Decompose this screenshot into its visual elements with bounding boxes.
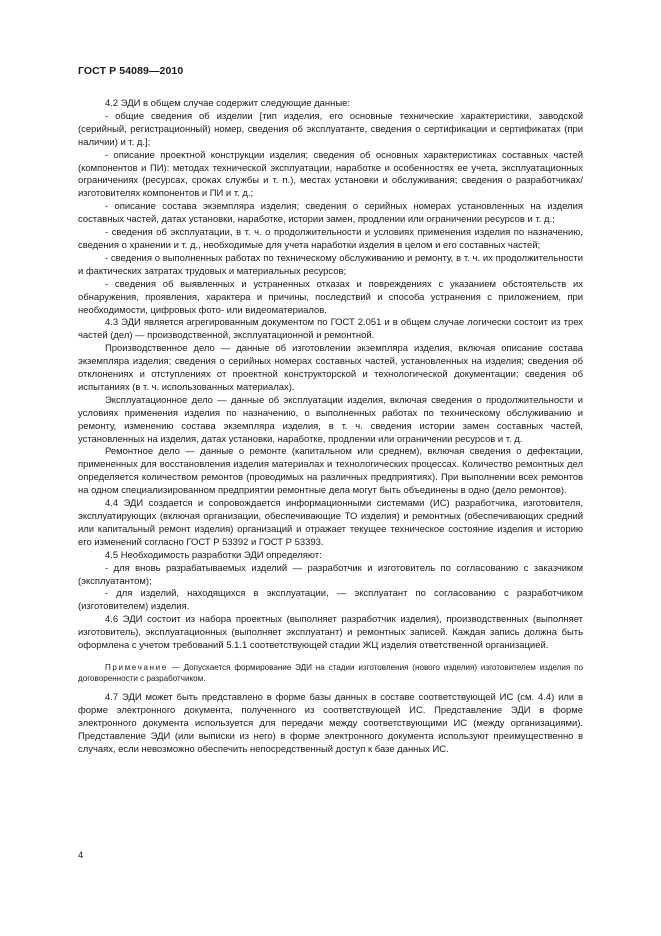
page-number: 4 xyxy=(78,850,84,861)
paragraph: 4.7 ЭДИ может быть представлено в форме базы данных в составе соответствующей ИС (см. 4.4) или в форме электронного документа, полученного из соответствующей ИС. Представление ЭДИ в форме электронного документа используется для передачи между соответствующими ИС (между организациями). Представление ЭДИ (или выписки из него) в форме электронного документа используют преимущественно в случаях, если невозможно обеспечить непосредственный доступ к базе данных ИС. xyxy=(78,692,583,755)
note-label: Примечание xyxy=(105,662,168,672)
paragraph: - для вновь разрабатываемых изделий — разработчик и изготовитель по согласованию с заказчиком (эксплуатантом); xyxy=(78,562,583,587)
paragraph: Производственное дело — данные об изготовлении экземпляра изделия, включая описание состава экземпляра изделия; сведения о серийных номерах составных частей, установленных на изделия; сведения об отклонениях и отступлениях от проектной конструкторской и технологической документации; сведения об испытаниях (в т. ч. использованных материалах). xyxy=(78,343,583,393)
paragraph: - сведения об выявленных и устраненных отказах и повреждениях с указанием обстоятельств их обнаружения, проявления, характера и причины, последствий и способа устранения с приложением, при необходимости, цифровых фото- или видеоматериалов. xyxy=(78,278,583,316)
paragraph: - описание состава экземпляра изделия; сведения о серийных номерах установленных на изделия составных частей, датах установки, наработке, истории замен, продлении или ограничении ресурсов и т. д.; xyxy=(78,201,583,226)
paragraph: 4.2 ЭДИ в общем случае содержит следующие данные: xyxy=(105,98,351,109)
paragraph: - общие сведения об изделии [тип изделия, его основные технические характеристики, заводской (серийный, регистрационный) номер, сведения об эксплуатанте, сведения о сертификации и сертификатах (при наличии) и т. д.]; xyxy=(78,110,583,148)
paragraph: 4.4 ЭДИ создается и сопровождается информационными системами (ИС) разработчика, изготовителя, эксплуатирующих (включая организации, обеспечивающие ТО изделия) и ремонтных (обеспечивающих средний или капитальный ремонт изделия) организаций и отражает текущее техническое состояние изделия и историю его изменений согласно ГОСТ Р 53392 и ГОСТ Р 53393. xyxy=(78,498,583,548)
paragraph: Ремонтное дело — данные о ремонте (капитальном или среднем), включая сведения о дефектации, примененных для восстановления изделия материалах и технологических процессах. Количество ремонтных дел определяется количеством ремонтов (проводимых на различных предприятиях). При выполнении всех ремонтов на одном специализированном предприятии ремонтные дела могут быть объединены в одно (дело ремонтов). xyxy=(78,446,583,497)
paragraph: - для изделий, находящихся в эксплуатации, — эксплуатант по согласованию с разработчиком (изготовителем) изделия. xyxy=(78,588,583,613)
paragraph: - сведения об эксплуатации, в т. ч. о продолжительности и условиях применения изделия по назначению, сведения о хранении и т. д., необходимые для учета наработки изделия в целом и его составных частей; xyxy=(78,227,583,251)
document-body xyxy=(78,98,583,757)
document-header: ГОСТ Р 54089—2010 xyxy=(78,65,184,77)
note xyxy=(78,662,583,684)
paragraph: 4.6 ЭДИ состоит из набора проектных (выполняет разработчик изделия), производственных (выполняет изготовитель), эксплуатационных (выполняет эксплуатант) и ремонтных записей. Каждая запись должна быть оформлена с учетом требований 5.1.1 соответствующей стадии ЖЦ изделия ответственной организацией. xyxy=(78,614,583,652)
paragraph: 4.3 ЭДИ является агрегированным документом по ГОСТ 2.051 и в общем случае логически состоит из трех частей (дел) — производственной, эксплуатационной и ремонтной. xyxy=(78,317,583,342)
paragraph: - описание проектной конструкции изделия; сведения об основных характеристиках составных частей (компонентов и ПИ): методах технической эксплуатации, наработке и особенностях ее учета, эксплуатационных ограничениях (ресурсах, сроках службы и т. п.), местах установки и обслуживания; сведения о разработчиках/изготовителях компонентов и ПИ и т. д.; xyxy=(78,149,583,200)
paragraph: - сведения о выполненных работах по техническому обслуживанию и ремонту, в т. ч. их продолжительности и фактических затратах трудовых и материальных ресурсов; xyxy=(78,252,583,277)
note-text: — Допускается формирование ЭДИ на стадии изготовления (нового изделия) изготовителем изделия по договоренности с разработчиком. xyxy=(78,662,583,684)
paragraph: 4.5 Необходимость разработки ЭДИ определяют: xyxy=(105,549,322,561)
paragraph: Эксплуатационное дело — данные об эксплуатации изделия, включая сведения о продолжительности и условиях применения изделия по назначению, о выполненных работах по техническому обслуживанию и ремонту, изменению состава экземпляра изделия, в т. ч. сведения истории замен составных частей, установленных на изделия, датах установки, наработке, продлении или ограничении ресурсов и т. д. xyxy=(78,394,583,445)
